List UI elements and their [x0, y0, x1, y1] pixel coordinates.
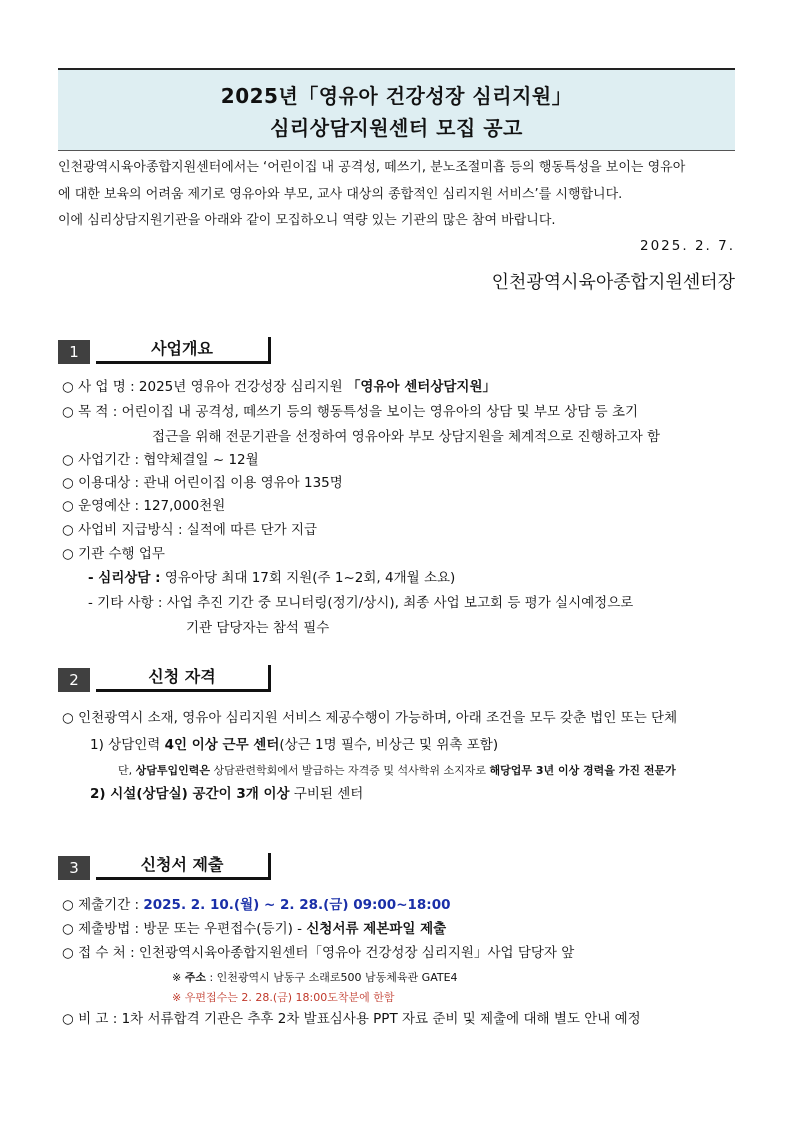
section-3-number: 3: [58, 856, 90, 880]
submission-method: [62, 920, 446, 938]
note-mid: 상담관련학회에서 발급하는 자격증 및 석사학위 소지자로: [210, 764, 490, 777]
duty-other-line-2: 기관 담당자는 참석 필수: [186, 620, 330, 636]
intro-line-1: 인천광역시육아종합지원센터에서는 ‘어린이집 내 공격성, 떼쓰기, 분노조절미흡 등의 행동특성을 보이는 영유아: [58, 160, 686, 175]
submission-period-value: 2025. 2. 10.(월) ~ 2. 28.(금) 09:00~18:00: [143, 897, 451, 913]
condition-1-bold: 4인 이상 근무 센터: [164, 737, 280, 753]
signer: 인천광역시육아종합지원센터장: [491, 272, 735, 293]
eligibility-condition-2: [90, 785, 363, 803]
eligibility-note: [118, 762, 676, 780]
section-2-title: 신청 자격: [96, 665, 271, 692]
mail-deadline-note: ※ 우편접수는 2. 28.(금) 18:00도착분에 한함: [172, 991, 395, 1004]
purpose-line-1: ○ 목 적 : 어린이집 내 공격성, 떼쓰기 등의 행동특성을 보이는 영유아의 상담 및 부모 상담 등 초기: [62, 404, 639, 420]
budget: ○ 운영예산 : 127,000천원: [62, 498, 226, 514]
condition-1-prefix: 1) 상담인력: [90, 737, 165, 753]
intro-line-2: 에 대한 보육의 어려움 제기로 영유아와 부모, 교사 대상의 종합적인 심리지원 서비스’를 시행합니다.: [58, 187, 623, 202]
eligibility-intro: ○ 인천광역시 소재, 영유아 심리지원 서비스 제공수행이 가능하며, 아래 조건을 모두 갖춘 법인 또는 단체: [62, 710, 678, 726]
payment-method: ○ 사업비 지급방식 : 실적에 따른 단가 지급: [62, 522, 318, 538]
address-text: : 인천광역시 남동구 소래로500 남동체육관 GATE4: [205, 971, 458, 984]
receiver: ○ 접 수 처 : 인천광역시육아종합지원센터「영유아 건강성장 심리지원」사업 담당자 앞: [62, 945, 575, 961]
condition-2-suffix: 구비된 센터: [289, 786, 364, 802]
business-period: ○ 사업기간 : 협약체결일 ~ 12월: [62, 452, 259, 468]
section-1-number: 1: [58, 340, 90, 364]
business-name-label: ○ 사 업 명 : 2025년 영유아 건강성장 심리지원: [62, 379, 347, 395]
title-line-1: 2025년「영유아 건강성장 심리지원」: [220, 84, 573, 108]
submission-method-bold: 신청서류 제본파일 제출: [306, 921, 447, 937]
purpose-line-2: 접근을 위해 전문기관을 선정하여 영유아와 부모 상담지원을 체계적으로 진행하고자 함: [152, 429, 661, 445]
address-note: [172, 969, 458, 987]
eligibility-condition-1: [90, 736, 498, 754]
announcement-date: 2025. 2. 7.: [640, 238, 735, 254]
section-1-title: 사업개요: [96, 337, 271, 364]
duty-counseling-text: 영유아당 최대 17회 지원(주 1~2회, 4개월 소요): [160, 570, 456, 586]
condition-1-suffix: (상근 1명 필수, 비상근 및 위촉 포함): [279, 737, 499, 753]
submission-period-label: ○ 제출기간 :: [62, 897, 144, 913]
section-3-title: 신청서 제출: [96, 853, 271, 880]
business-name: [62, 378, 496, 396]
note-bold-1: 상담투입인력은: [135, 764, 211, 777]
duty-other-line-1: - 기타 사항 : 사업 추진 기간 중 모니터링(정기/상시), 최종 사업 보고회 등 평가 실시예정으로: [88, 595, 634, 611]
submission-method-label: ○ 제출방법 : 방문 또는 우편접수(등기) -: [62, 921, 307, 937]
remark: ○ 비 고 : 1차 서류합격 기관은 추후 2차 발표심사용 PPT 자료 준비 및 제출에 대해 별도 안내 예정: [62, 1011, 641, 1027]
title-line-2: 심리상담지원센터 모집 공고: [270, 116, 523, 140]
section-2-number: 2: [58, 668, 90, 692]
address-label: 주소: [184, 971, 206, 984]
title-box: [58, 68, 735, 151]
condition-2-bold: 2) 시설(상담실) 공간이 3개 이상: [90, 786, 290, 802]
business-name-value: 「영유아 센터상담지원」: [346, 379, 496, 395]
submission-period: [62, 896, 450, 914]
target-users: ○ 이용대상 : 관내 어린이집 이용 영유아 135명: [62, 475, 343, 491]
note-prefix: 단,: [118, 764, 136, 777]
intro-line-3: 이에 심리상담지원기관을 아래와 같이 모집하오니 역량 있는 기관의 많은 참여 바랍니다.: [58, 213, 556, 228]
note-bold-2: 해당업무 3년 이상 경력을 가진 전문가: [489, 764, 676, 777]
address-note-mark: ※: [172, 971, 185, 984]
duties-heading: ○ 기관 수행 업무: [62, 546, 165, 562]
duty-counseling-label: - 심리상담 :: [88, 570, 161, 586]
duty-counseling: [88, 569, 455, 587]
